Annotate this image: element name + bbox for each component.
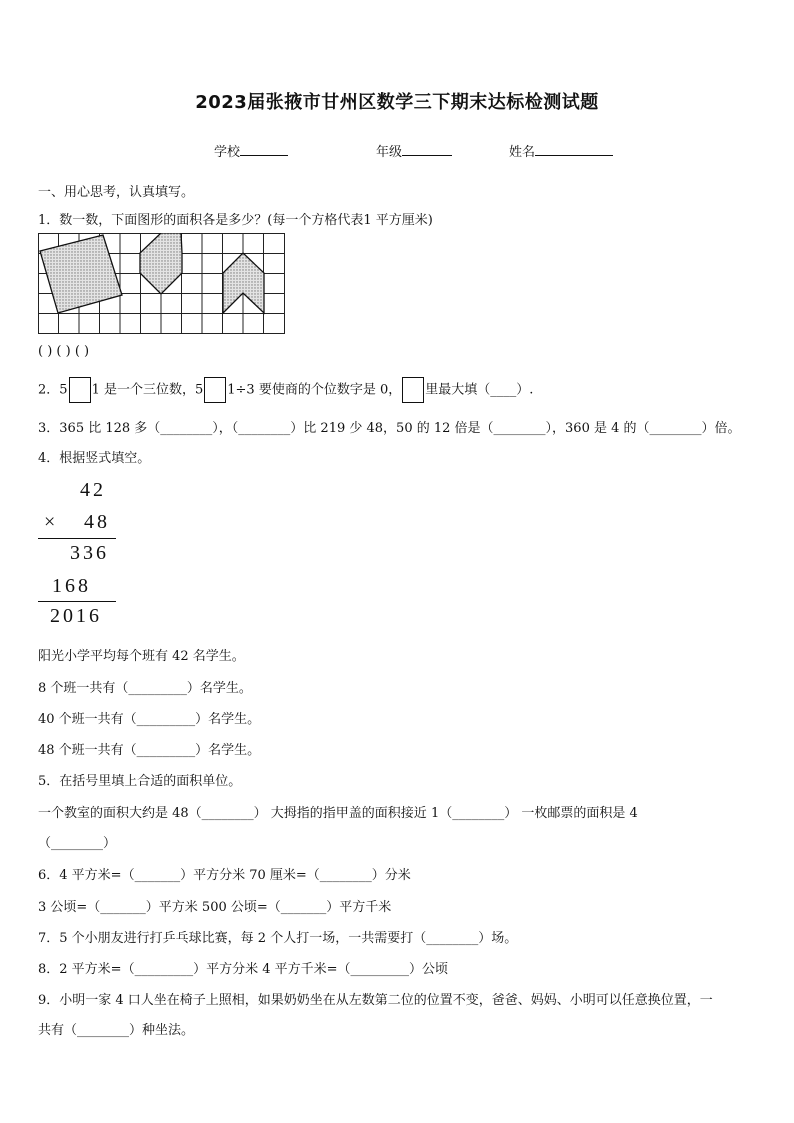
q1-answers[interactable]: ( ) ( ) ( ): [38, 344, 90, 359]
vm-operator: ×: [44, 511, 59, 533]
school-field: [214, 141, 288, 160]
question-9-line-1: 9．小明一家 4 口人坐在椅子上照相，如果奶奶坐在从左数第二位的位置不变，爸爸、妈妈、小明可以任意换位置，一: [38, 993, 713, 1008]
q2-part4: 里最大填（____）.: [425, 382, 534, 398]
question-5: 5．在括号里填上合适的面积单位。: [38, 774, 242, 789]
shape-octagon: [140, 233, 182, 294]
grade-label: 年级: [376, 145, 403, 160]
q4-line-3: 48 个班一共有（_________）名学生。: [38, 743, 261, 758]
question-6-line-2: 3 公顷=（_______）平方米 500 公顷=（_______）平方千米: [38, 900, 392, 915]
question-8: 8．2 平方米=（_________）平方分米 4 平方千米=（_________）公顷: [38, 962, 448, 977]
school-blank[interactable]: [240, 143, 288, 156]
q5-line-2: （________）: [38, 836, 117, 851]
vm-rule-2: [38, 601, 116, 602]
name-field: [509, 141, 613, 160]
name-label: 姓名: [509, 145, 536, 160]
vm-result: 2016: [50, 605, 102, 627]
page-title: 2023届张掖市甘州区数学三下期末达标检测试题: [195, 92, 599, 113]
question-4: 4．根据竖式填空。: [38, 451, 151, 466]
grade-blank[interactable]: [402, 143, 452, 156]
grid-figure: [38, 233, 286, 335]
vm-rule-1: [38, 538, 116, 539]
digit-box-2[interactable]: [204, 377, 226, 403]
question-1: 1．数一数，下面图形的面积各是多少？(每一个方格代表1 平方厘米): [38, 213, 433, 228]
question-9-line-2: 共有（________）种坐法。: [38, 1023, 195, 1038]
q5-line-1: 一个教室的面积大约是 48（________） 大拇指的指甲盖的面积接近 1（________） 一枚邮票的面积是 4: [38, 806, 638, 821]
name-blank[interactable]: [535, 143, 613, 156]
shape-tilted-square: [40, 235, 122, 313]
question-7: 7．5 个小朋友进行打乒乓球比赛，每 2 个人打一场，一共需要打（________）场。: [38, 931, 518, 946]
vm-partial-1: 336: [70, 542, 109, 564]
question-6-line-1: 6．4 平方米=（_______）平方分米 70 厘米=（________）分米: [38, 868, 411, 883]
q4-info: 阳光小学平均每个班有 42 名学生。: [38, 649, 245, 664]
q2-part3: 1÷3 要使商的个位数字是 0，: [227, 382, 402, 398]
question-3: 3．365 比 128 多（________），（________）比 219 少 48，50 的 12 倍是（________），360 是 4 的（________）倍。: [38, 421, 741, 436]
q2-number: 2．: [38, 382, 60, 398]
q4-line-1: 8 个班一共有（_________）名学生。: [38, 681, 252, 696]
q2-part1: 5: [59, 382, 68, 398]
grade-field: [376, 141, 452, 160]
vm-partial-2: 168: [52, 575, 91, 597]
vm-second: 48: [84, 511, 110, 533]
vm-top: 42: [80, 479, 106, 501]
school-label: 学校: [214, 145, 241, 160]
digit-box-3[interactable]: [402, 377, 424, 403]
q2-part2: 1 是一个三位数，5: [91, 382, 204, 398]
section-heading: 一、用心思考，认真填写。: [38, 185, 195, 200]
question-2: [38, 377, 533, 404]
digit-box-1[interactable]: [69, 377, 91, 403]
q4-line-2: 40 个班一共有（_________）名学生。: [38, 712, 261, 727]
